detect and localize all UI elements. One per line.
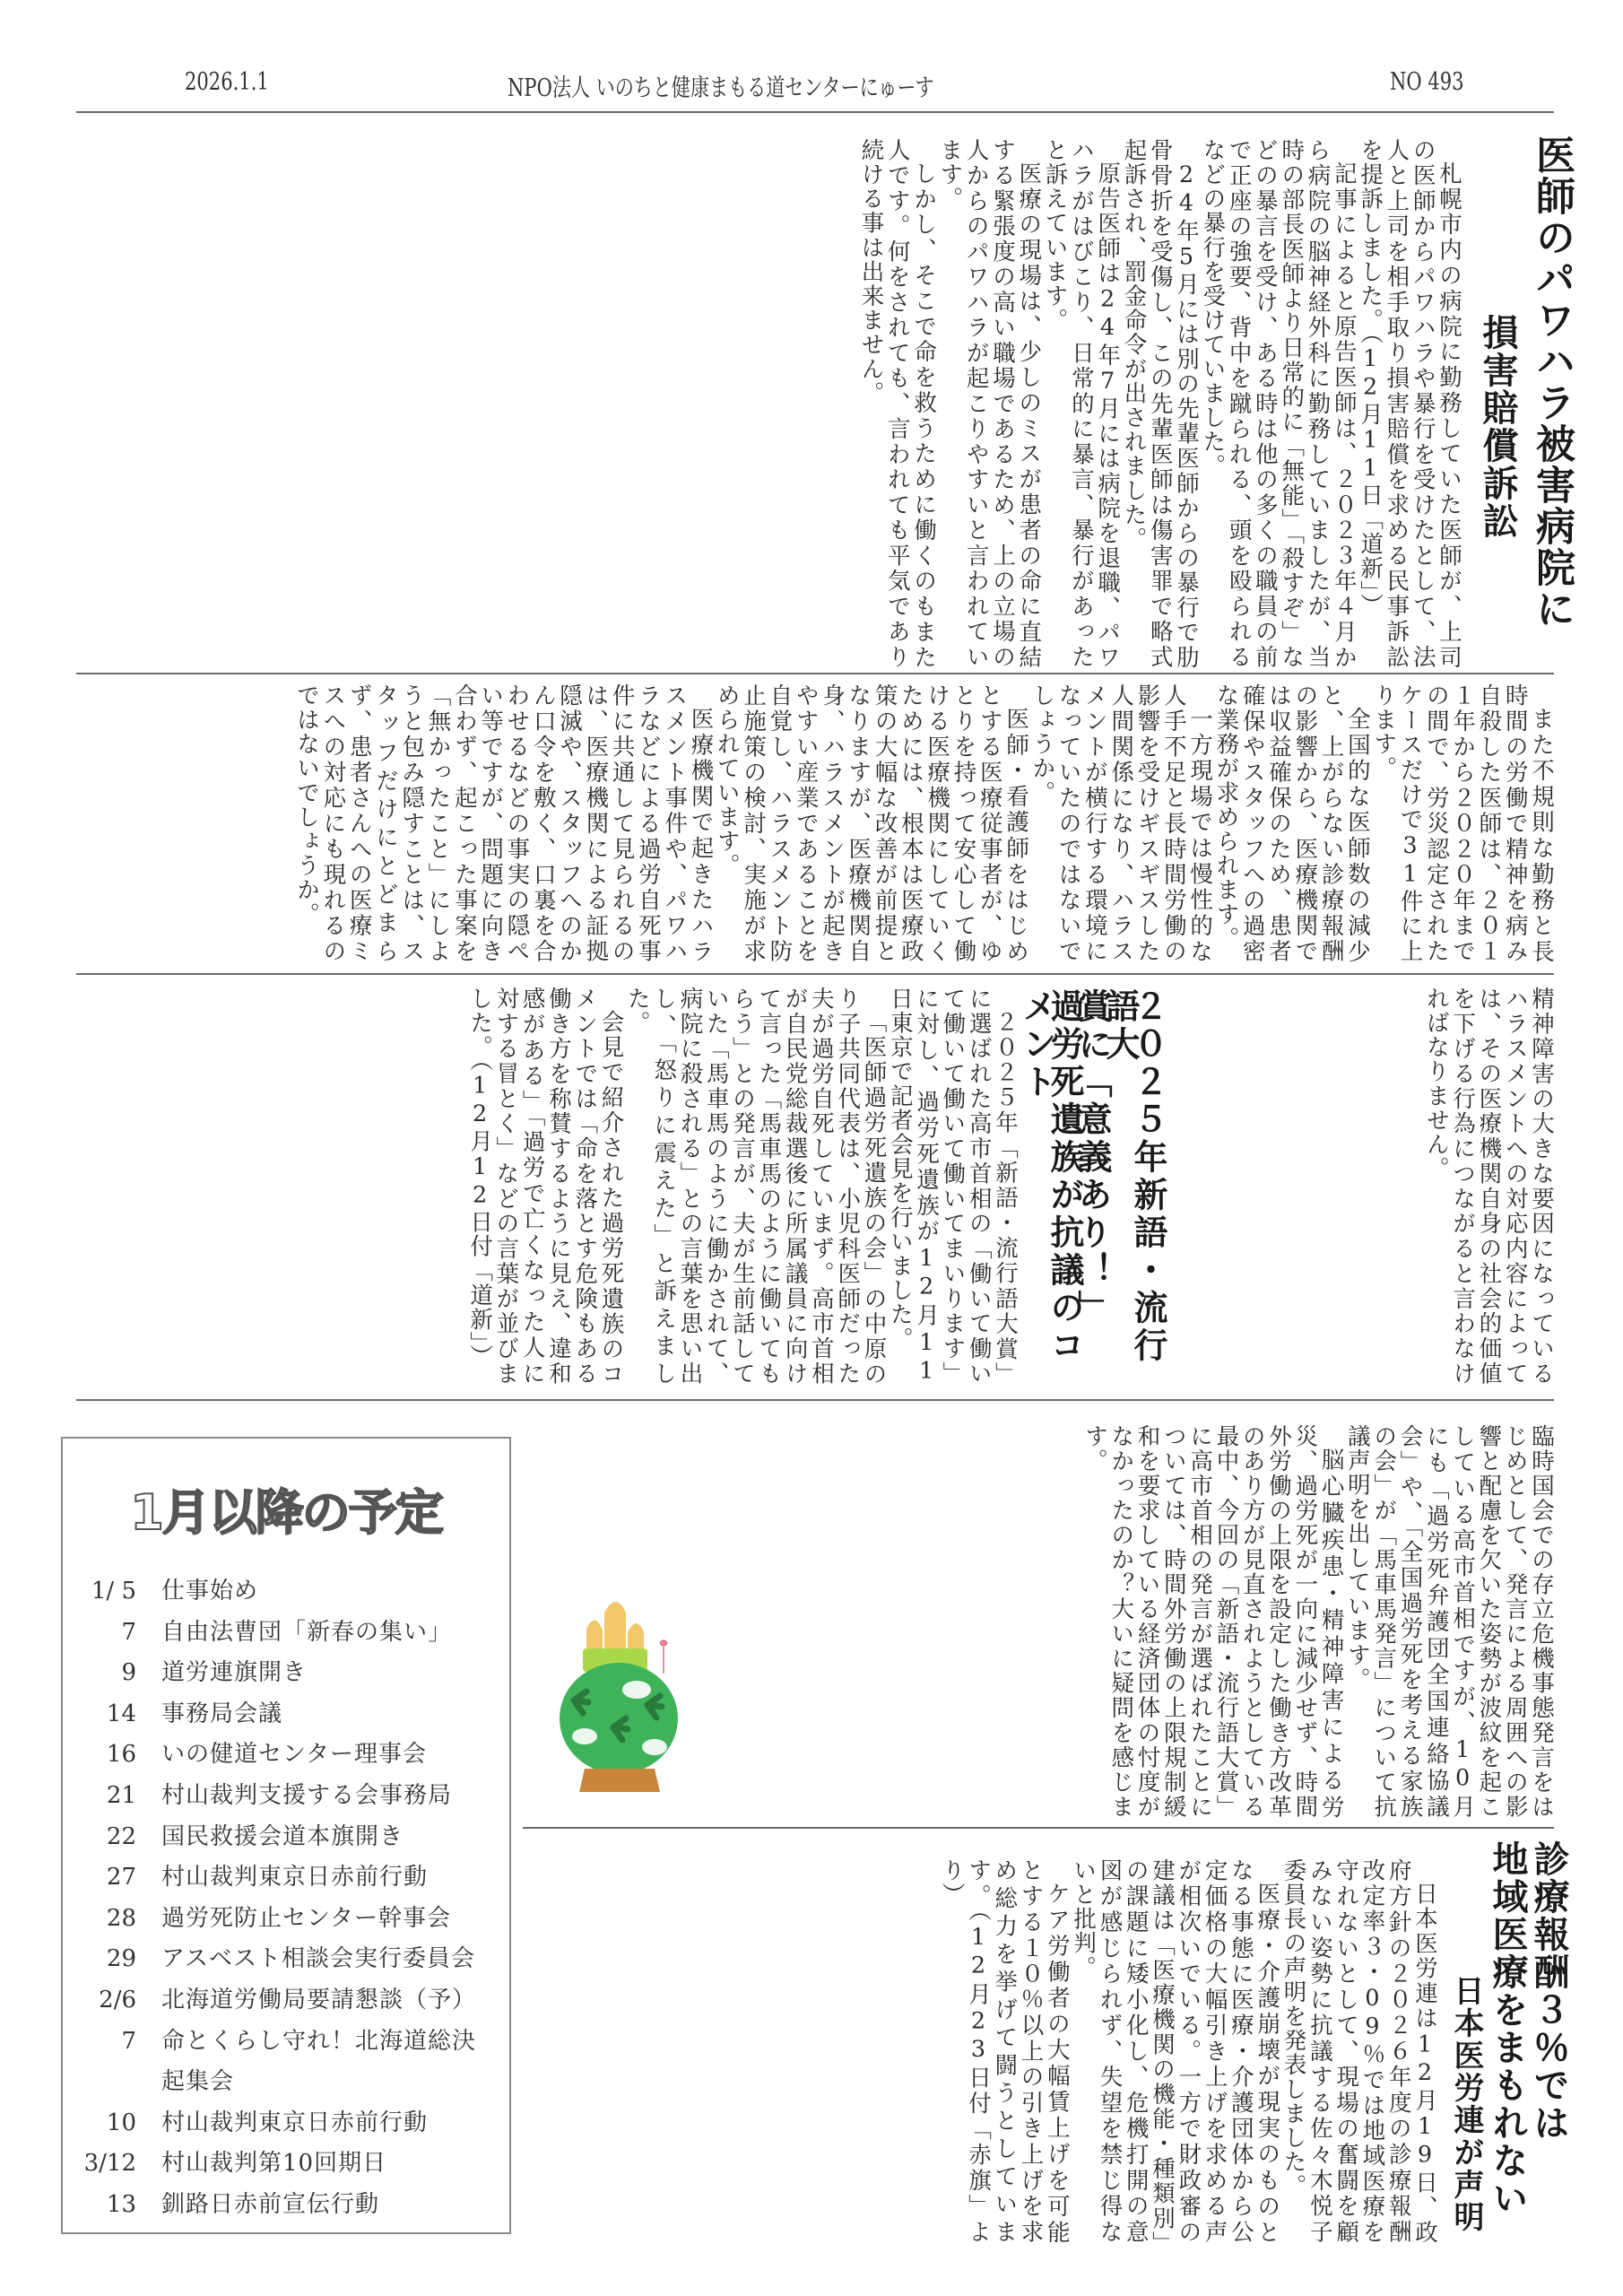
band-divider [76,673,1554,674]
article-body-band3 [76,987,1018,1386]
schedule-date: 1/ 5 [91,1578,136,1605]
kadomatsu-icon [549,1593,692,1799]
schedule-event: 道労連旗開き [161,1659,308,1687]
headline-line: 過労死遺族が抗議のコメント [1017,988,1084,1365]
schedule-item [81,2103,504,2144]
article-paragraph: 札幌市内の病院に勤務していた医師が、上司の医師からパワハラや暴行を受けたとして、法人と上司を相手取り損害賠償を求める民事訴訟を提訴しました。（12月11日「道新」） [1357,138,1462,669]
schedule-item [81,2185,504,2226]
schedule-date: 3/12 [83,2150,136,2178]
article-paragraph: 医師・看護師をはじめとする医療従事者が、ゆとりを持って安心して働ける医療機関にしていくためには、根本は医療政策の大幅な改善が前提となりますが、医療機関自身、ハラスメントが起きやすい産業であることを自覚し、ハラスメント防止施策の検討、実施が求められています。 [713,683,1030,963]
schedule-date: 14 [106,1700,136,1727]
article-body-band5 [563,1858,1437,2244]
schedule-item [81,1694,504,1735]
schedule-title: 1月以降の予定 [130,1484,442,1541]
headline-line: ２０２５年新語・流行語大 [1100,988,1167,1365]
article-paragraph: 会見で紹介された過労死遺族のコメントでは「命を落とす危険もある働き方を称賛するように見え、違和感がある」「過労で亡くなった人に対する冒とく」などの言葉が並びました。（12月12日付「道新」） [466,987,625,1386]
schedule-item [81,1613,504,1654]
band-divider [76,973,1554,975]
schedule-item [81,2144,504,2185]
article-body-band3-end [1112,987,1554,1386]
schedule-date: 10 [106,2109,136,2136]
article-headline [1471,135,1578,673]
schedule-event: 村山裁判第10回期日 [161,2150,387,2178]
schedule-event: 北海道労働局要請懇談（予） [161,1986,477,2013]
schedule-date: 2/6 [99,1986,136,2013]
headline-line: 地域医療をまもれない [1487,1840,1528,2217]
headline-line: 診療報酬３％では [1528,1840,1569,2142]
schedule-event: 事務局会議 [161,1700,283,1727]
schedule-event: アスベスト相談会実行委員会 [161,1945,475,1973]
article-paragraph: また不規則な勤務と長時間の労働で精神を病み自殺した医師は、２０１１年から２０２０年までの間で、労災認定されたケースだけで31件に上ります。 [1370,683,1555,963]
band-divider [76,1399,1554,1401]
schedule-date: 27 [106,1864,136,1892]
article-headline [1017,988,1167,1383]
schedule-event: 自由法曹団「新春の集い」 [161,1618,453,1646]
article-paragraph: ケア労働者の大幅賃上げを可能とする１０％以上の引き上げを求め総力を挙げて闘うとしています。（12月23日付「赤旗」より） [938,1858,1071,2244]
schedule-item [81,1939,504,1980]
schedule-date: 29 [106,1945,136,1973]
schedule-date: 7 [121,1618,136,1646]
article-body-band1 [76,138,1462,669]
schedule-event: 仕事始め [161,1578,259,1605]
headline-sub: 損害賠償訴訟 [1477,314,1518,540]
schedule-event: 国民救援会道本旗開き [161,1822,404,1850]
schedule-date: 16 [106,1741,136,1769]
article-body-band4 [737,1424,1554,1819]
article-paragraph: しかし、そこで命を救うために働くのもまた人です。何をされても、言われても平気であり続ける事は出来ません。 [857,138,938,669]
article-paragraph: 医療・介護崩壊が現実のものとなる事態に医療・介護団体から公定価格の大幅引き上げを求める声が相次いでいる。一方で財政審の建議は「医療機関の機能・種類別」の課題に矮小化し、危機打開の意図が感じられず、失望を禁じ得ないと批判。 [1070,1858,1281,2244]
article-paragraph: 一方現場では慢性的な人手不足と長時間労働の影響を受けギスギスした人間関係になり、ハラスメントが横行する環境になっていたのではないでしょうか。 [1028,683,1214,963]
article-paragraph: 24年5月には別の先輩医師からの暴行で肋骨骨折を受傷し、この先輩医師は傷害罪で略式起訴され、罰金命令が出されました。 [1120,138,1201,669]
article-paragraph: 日本医労連は12月19日、政府方針の２０２６年度の診療報酬改定率３・09％では地域医療を守れないとして、現場の奮闘を顧みない姿勢に抗議する佐々木悦子委員長の声明を発表しました。 [1280,1858,1438,2244]
schedule-event: 過労死防止センター幹事会 [161,1904,451,1932]
schedule-event: 命とくらし守れ！北海道総決 [161,2027,477,2055]
schedule-date [81,2062,161,2103]
schedule-event: 村山裁判東京日赤前行動 [161,2109,429,2136]
schedule-event: いの健道センター理事会 [161,1741,427,1769]
article-paragraph: 臨時国会での存立危機事態発言をはじめとして、発言による周囲への影響と配慮を欠いた姿勢が波紋を起こしている高市首相ですが、10月にも「過労死弁護団全国連絡協議会」や、「全国過労死を考える家族の会」が「馬車馬発言」について抗議声明を出しています。 [1343,1424,1555,1819]
article-headline [1445,1840,1569,2244]
pine-foliage [560,1663,678,1774]
article-paragraph: 医療の現場は、少しのミスが患者の命に直結する緊張度の高い職場であるため、上の立場の人からのパワハラが起こりやすいと言われています。 [936,138,1043,669]
article-paragraph: 「医師過労死遺族の会」の中原のり子共同代表は、小児科医師だった夫が過労自死していまず。高市首相が自民党総裁選後に所属議員に向けて言った「馬車馬のように働いてもらう」との発言が、夫が生前話していた「馬車馬のように働かされて、病院に殺される」との言葉を思い出し、「怒りに震えた」と訴えました。 [623,987,888,1386]
schedule-date: 9 [121,1659,136,1687]
schedule-event: 村山裁判支援する会事務局 [161,1781,453,1809]
header-rule [76,111,1554,113]
article-paragraph: 全国的な医師数の減少と、上がらない診療報酬の影響から、医療機関では収益確保のため、患者確保やスタッフへの過密な業務が求められます。 [1212,683,1371,963]
schedule-date: 28 [106,1904,136,1932]
schedule-item [81,1735,504,1776]
headline-main: 医師のパワハラ被害病院に [1529,135,1575,630]
article-paragraph: 記事によると原告医師は、２０２３年４月から病院の脳神経外科に勤務していましたが、当時の部長医師より日常的に「無能」「殺すぞ」などの暴言を受け、ある時は他の多くの職員の前で正座の強要、背中を蹴られる、頭を殴られるなどの暴行を受けていました。 [1199,138,1358,669]
article-paragraph: 精神障害の大きな要因になっているハラスメントへの対応内容によっては、その医療機関自身の社会的価値を下げる行為につながると言わなければなりません。 [1422,987,1555,1386]
schedule-item [81,2062,504,2103]
plum-flower [660,1640,667,1674]
schedule-event: 村山裁判東京日赤前行動 [161,1864,429,1892]
schedule-box [61,1437,511,2234]
headline-line: 賞に「意義あり！」 [1072,988,1112,1327]
article-paragraph: ２０２５年「新語・流行語大賞」に選ばれた高市首相の「働いて働いて働いて働いて働いてまいります」に対し、過労死遺族が12月11日東京で記者会見を行いました。 [886,987,1019,1386]
article-paragraph: 原告医師は24年7月には病院を退職、パワハラがはびこり、日常的に暴言、暴行があったと訴えています。 [1041,138,1122,669]
schedule-date: 22 [106,1822,136,1850]
newsletter-title: NPO法人 いのちと健康まもる道センターにゅーす [508,74,934,102]
schedule-item [81,1776,504,1817]
issue-date: 2026.1.1 [185,68,269,96]
article-paragraph: 医療機関で起きたハラスメント事件や、パワハラなどによる過労自死事件に共通して見られるのは、医療機関による証拠隠滅や、スタッフへのかん口令を敷く、口裏を合わせるなどの事実の隠ぺい等ですが、問題に向き合わず、起こった事案を「無かったこと」にしようと包み隠すことは、スタッフだけにとどまらず、患者さんへの医療ミスへの対応にも現れるのではないでしょうか。 [293,683,715,963]
schedule-list [81,1571,504,2226]
article-paragraph: 脳心臓疾患・精神障害による労災、過労死が一向に減少せず、時間外労働の上限を設定した働き方改革のあり方が見直されようとしている最中、今回の「新語・流行語大賞」に高市首相の発言が選ばれたことについては、時間外労働の上限規制緩和を要求している経済団体の忖度がなかったのか？大いに疑問を感じます。 [1081,1424,1345,1819]
schedule-date: 7 [121,2027,136,2055]
schedule-item [81,2022,504,2063]
schedule-date: 13 [106,2190,136,2218]
schedule-item [81,1653,504,1694]
issue-number: NO 493 [1390,68,1464,96]
headline-subline: 日本医労連が声明 [1448,1975,1484,2233]
band-divider [523,1827,1554,1829]
schedule-event: 起集会 [161,2068,235,2096]
straw-base [579,1769,660,1792]
schedule-event: 釧路日赤前宣伝行動 [161,2190,380,2218]
schedule-item [81,1571,504,1613]
schedule-item [81,1899,504,1940]
schedule-item [81,1857,504,1899]
schedule-item [81,1980,504,2022]
schedule-date: 21 [106,1781,136,1809]
article-body-band2 [76,683,1554,963]
schedule-item [81,1817,504,1858]
